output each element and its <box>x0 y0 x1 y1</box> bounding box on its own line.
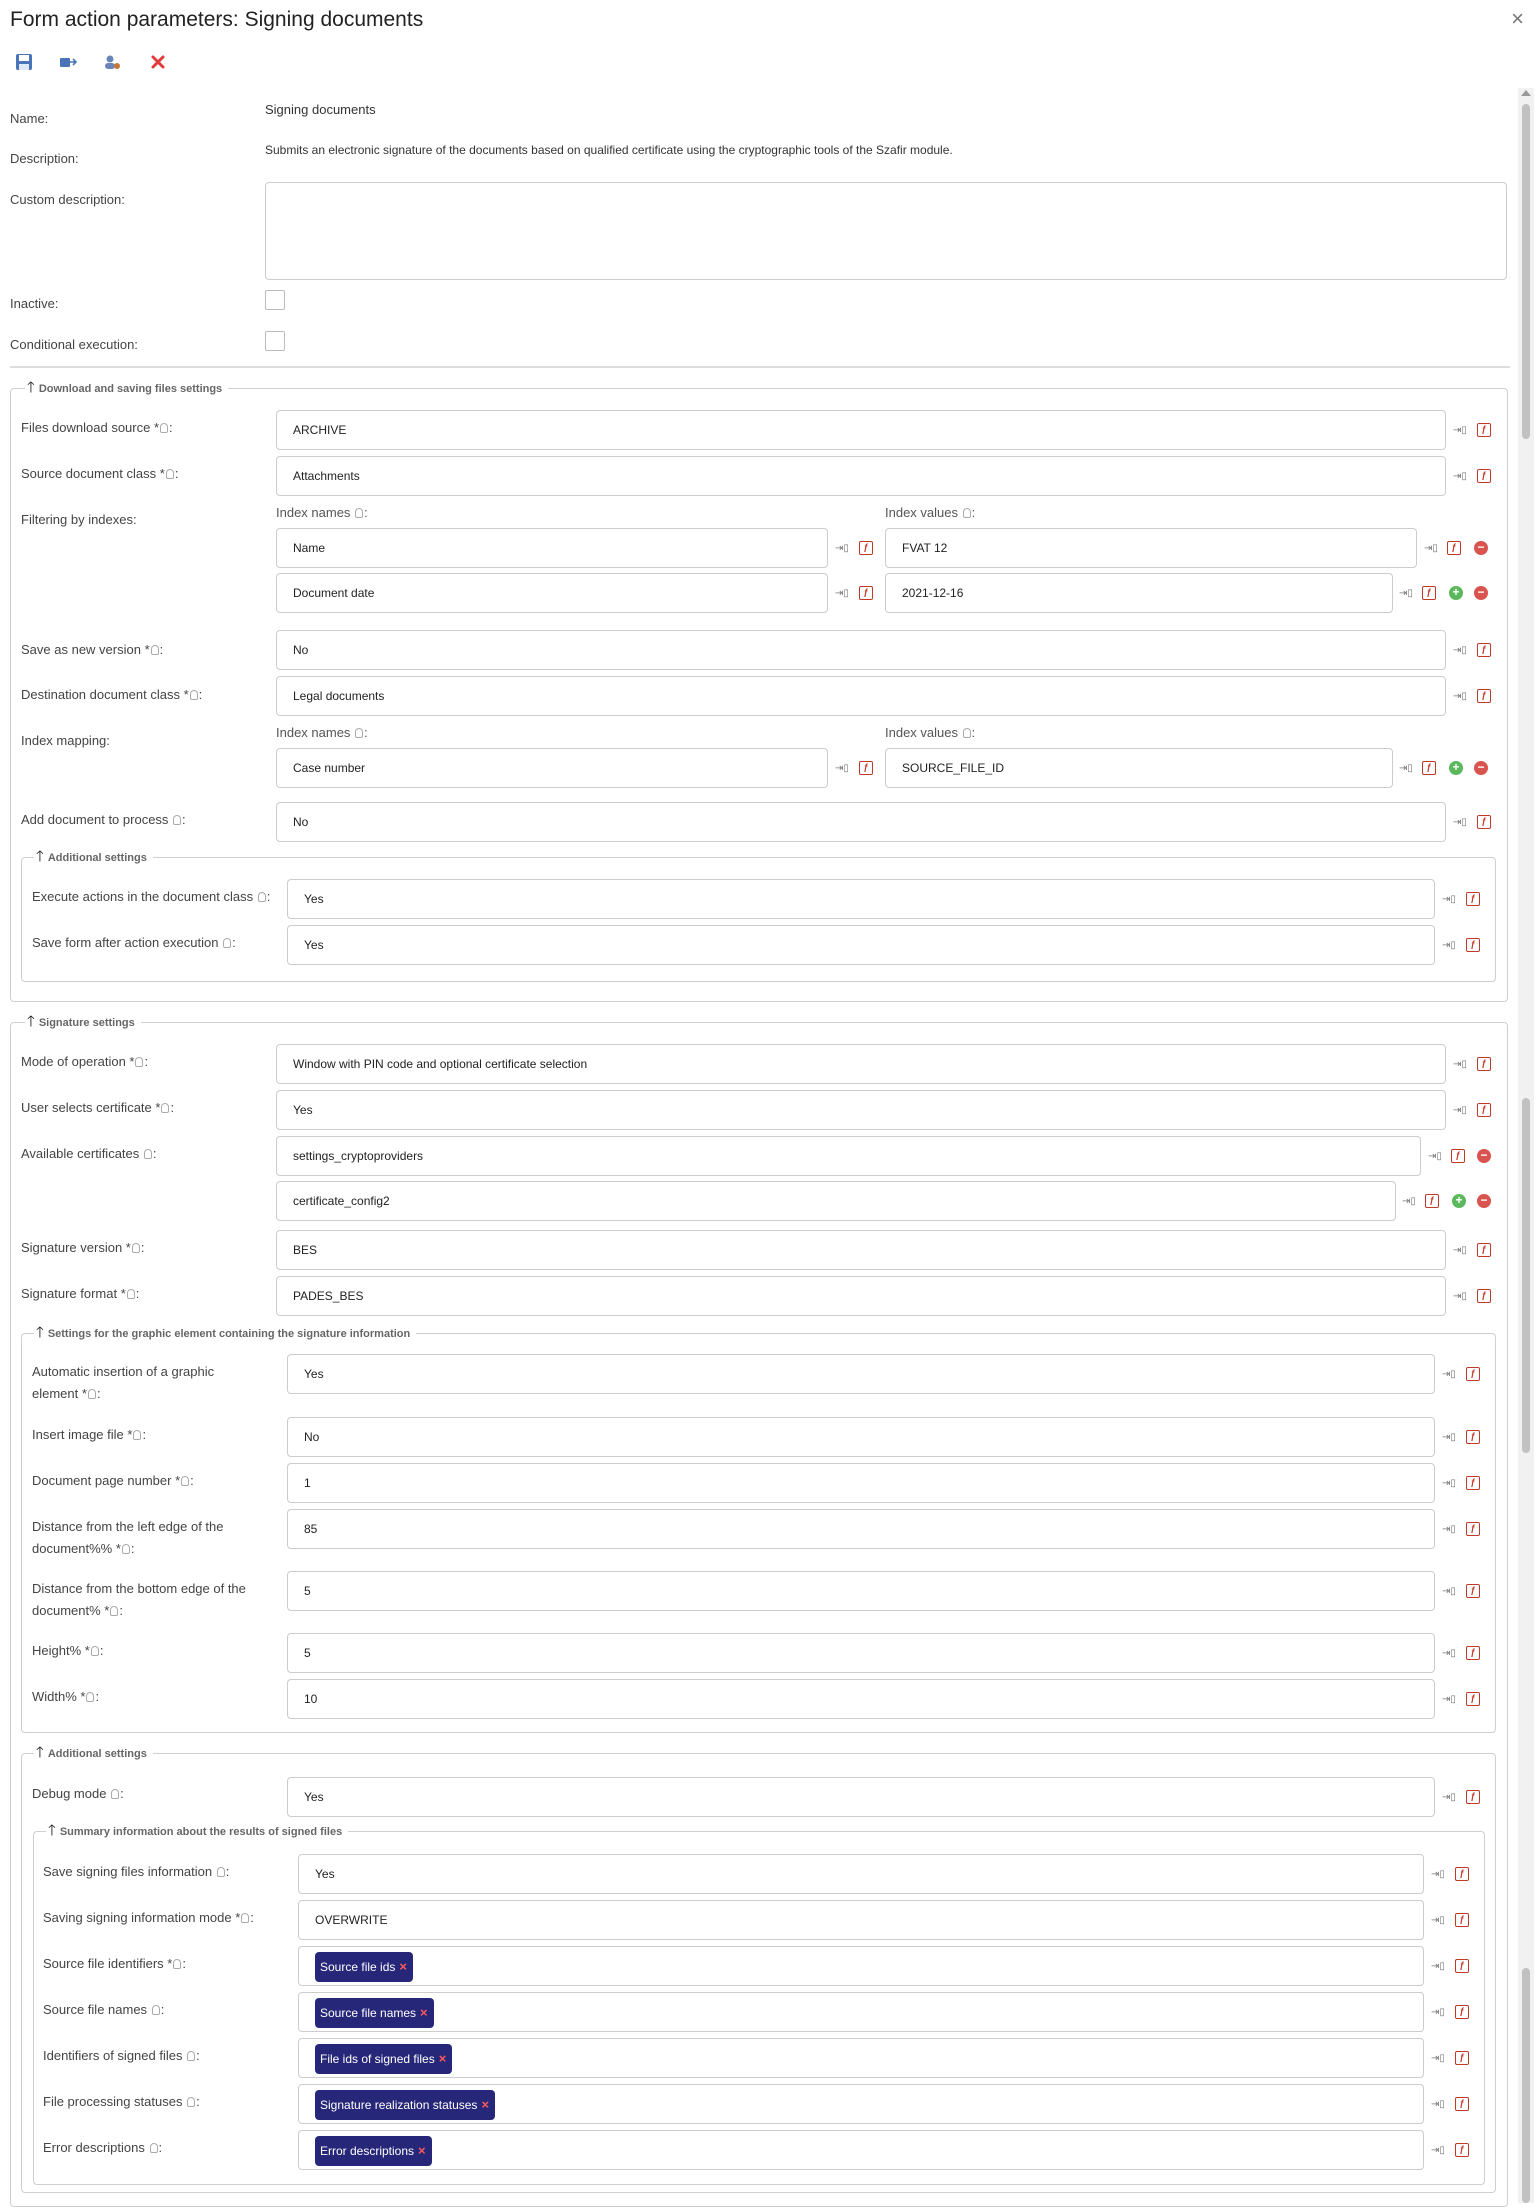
hint-icon <box>241 1913 249 1923</box>
hint-icon <box>223 938 231 948</box>
hint-icon <box>132 1243 140 1253</box>
filter-value-input[interactable]: 2021-12-16 <box>885 573 1393 613</box>
function-icon[interactable]: ƒ <box>1475 642 1493 658</box>
function-icon[interactable]: ƒ <box>1475 1288 1493 1304</box>
width-label: Width% * : <box>32 1689 100 1704</box>
index-names-label: Index names : <box>276 725 368 740</box>
debug-label: Debug mode : <box>32 1786 124 1801</box>
remove-row-icon[interactable]: − <box>1475 1148 1493 1164</box>
signature-format-input[interactable]: PADES_BES <box>276 1276 1446 1316</box>
variable-icon[interactable]: ⇥▯ <box>1431 1960 1445 1972</box>
variable-tag[interactable]: Source file names × <box>315 1998 434 2028</box>
inactive-label: Inactive: <box>10 296 59 311</box>
function-icon[interactable]: ƒ <box>1453 1912 1471 1928</box>
hint-icon <box>166 469 174 479</box>
function-icon[interactable]: ƒ <box>1475 1102 1493 1118</box>
debug-input[interactable]: Yes <box>287 1777 1435 1817</box>
name-label: Name: <box>10 111 49 126</box>
hint-icon <box>144 1149 152 1159</box>
mapping-name-input[interactable]: Case number <box>276 748 828 788</box>
hint-icon <box>127 1289 135 1299</box>
remove-tag-icon[interactable]: × <box>418 2143 426 2158</box>
mode-label: Mode of operation * : <box>21 1054 149 1069</box>
variable-icon[interactable]: ⇥▯ <box>835 542 849 554</box>
files-source-label: Files download source * : <box>21 420 173 435</box>
hint-icon <box>187 2097 195 2107</box>
info-mode-input[interactable]: OVERWRITE <box>298 1900 1424 1940</box>
hint-icon <box>355 508 363 518</box>
function-icon[interactable]: ƒ <box>1464 1645 1482 1661</box>
function-icon[interactable]: ƒ <box>1445 540 1463 556</box>
save-version-input[interactable]: No <box>276 630 1446 670</box>
signed-ids-input[interactable] <box>298 2038 1424 2078</box>
remove-row-icon[interactable]: − <box>1475 1193 1493 1209</box>
files-source-input[interactable]: ARCHIVE <box>276 410 1446 450</box>
function-icon[interactable]: ƒ <box>1464 1521 1482 1537</box>
collapse-arrow-icon[interactable]: 🡑 <box>27 379 35 396</box>
function-icon[interactable]: ƒ <box>1464 1429 1482 1445</box>
function-icon[interactable]: ƒ <box>1464 1789 1482 1805</box>
function-icon[interactable]: ƒ <box>1464 1583 1482 1599</box>
filtering-label: Filtering by indexes: <box>21 512 137 527</box>
height-label: Height% * : <box>32 1643 104 1658</box>
variable-icon[interactable]: ⇥▯ <box>1453 816 1467 828</box>
function-icon[interactable]: ƒ <box>1453 2050 1471 2066</box>
hint-icon <box>152 2005 160 2015</box>
exec-actions-label: Execute actions in the document class : <box>32 889 271 904</box>
remove-row-icon[interactable]: − <box>1472 585 1490 601</box>
save-version-label: Save as new version * : <box>21 642 164 657</box>
function-icon[interactable]: ƒ <box>1475 468 1493 484</box>
statuses-label: File processing statuses : <box>43 2094 200 2109</box>
variable-tag[interactable]: File ids of signed files × <box>315 2044 452 2074</box>
filter-name-input[interactable]: Document date <box>276 573 828 613</box>
hint-icon <box>160 423 168 433</box>
add-row-icon[interactable]: + <box>1447 585 1465 601</box>
src-names-input[interactable] <box>298 1992 1424 2032</box>
signature-version-label: Signature version * : <box>21 1240 145 1255</box>
hint-icon <box>181 1476 189 1486</box>
errors-label: Error descriptions : <box>43 2140 163 2155</box>
source-class-label: Source document class * : <box>21 466 179 481</box>
inactive-checkbox[interactable] <box>265 290 285 310</box>
variable-icon[interactable]: ⇥▯ <box>1442 1647 1456 1659</box>
users-settings-icon[interactable] <box>102 52 124 74</box>
save-form-input[interactable]: Yes <box>287 925 1435 965</box>
available-certs-label: Available certificates : <box>21 1146 157 1161</box>
collapse-arrow-icon[interactable]: 🡑 <box>36 848 44 865</box>
auto-insert-label: Automatic insertion of a graphic element * : <box>32 1364 215 1401</box>
hint-icon <box>135 1057 143 1067</box>
variable-icon[interactable]: ⇥▯ <box>1399 587 1413 599</box>
bottom-edge-label: Distance from the bottom edge of the document% * : <box>32 1581 246 1618</box>
variable-icon[interactable]: ⇥▯ <box>1431 1914 1445 1926</box>
variable-icon[interactable]: ⇥▯ <box>1431 2144 1445 2156</box>
add-row-icon[interactable]: + <box>1450 1193 1468 1209</box>
function-icon[interactable]: ƒ <box>1453 1866 1471 1882</box>
group-legend: Signature settings <box>38 1017 135 1029</box>
function-icon[interactable]: ƒ <box>1453 2096 1471 2112</box>
description-value: Submits an electronic signature of the documents based on qualified certificate using the cryptographic tools of the Szafir module. <box>265 143 953 157</box>
function-icon[interactable]: ƒ <box>1464 1691 1482 1707</box>
available-cert-input[interactable]: certificate_config2 <box>276 1181 1396 1221</box>
save-close-icon[interactable] <box>58 52 80 74</box>
src-ids-label: Source file identifiers * : <box>43 1956 186 1971</box>
hint-icon <box>151 645 159 655</box>
variable-icon[interactable]: ⇥▯ <box>1453 1058 1467 1070</box>
variable-icon[interactable]: ⇥▯ <box>1399 762 1413 774</box>
hint-icon <box>161 1103 169 1113</box>
name-value: Signing documents <box>265 102 376 117</box>
variable-icon[interactable]: ⇥▯ <box>1402 1195 1416 1207</box>
remove-row-icon[interactable]: − <box>1472 760 1490 776</box>
remove-tag-icon[interactable]: × <box>399 1959 407 1974</box>
add-row-icon[interactable]: + <box>1447 760 1465 776</box>
variable-icon[interactable]: ⇥▯ <box>1442 1585 1456 1597</box>
custom-description-textarea[interactable] <box>265 182 1507 280</box>
hint-icon <box>173 1959 181 1969</box>
function-icon[interactable]: ƒ <box>1464 937 1482 953</box>
bottom-edge-input[interactable]: 5 <box>287 1571 1435 1611</box>
variable-icon[interactable]: ⇥▯ <box>1453 1290 1467 1302</box>
variable-icon[interactable]: ⇥▯ <box>1442 1523 1456 1535</box>
hint-icon <box>88 1389 96 1399</box>
conditional-label: Conditional execution: <box>10 337 138 352</box>
group-legend: Settings for the graphic element containing the signature information <box>47 1328 411 1340</box>
save-info-label: Save signing files information : <box>43 1864 230 1879</box>
variable-icon[interactable]: ⇥▯ <box>1431 2006 1445 2018</box>
variable-icon[interactable]: ⇥▯ <box>1431 1868 1445 1880</box>
remove-row-icon[interactable]: − <box>1472 540 1490 556</box>
height-input[interactable]: 5 <box>287 1633 1435 1673</box>
variable-tag[interactable]: Source file ids × <box>315 1952 413 1982</box>
hint-icon <box>110 1606 118 1616</box>
variable-icon[interactable]: ⇥▯ <box>1424 542 1438 554</box>
variable-icon[interactable]: ⇥▯ <box>1431 2098 1445 2110</box>
function-icon[interactable]: ƒ <box>1475 814 1493 830</box>
user-selects-input[interactable]: Yes <box>276 1090 1446 1130</box>
variable-icon[interactable]: ⇥▯ <box>1442 893 1456 905</box>
function-icon[interactable]: ƒ <box>1420 585 1438 601</box>
hint-icon <box>963 508 971 518</box>
remove-tag-icon[interactable]: × <box>481 2097 490 2112</box>
variable-icon[interactable]: ⇥▯ <box>1442 1431 1456 1443</box>
left-edge-label: Distance from the left edge of the document%% * : <box>32 1519 224 1556</box>
variable-icon[interactable]: ⇥▯ <box>835 762 849 774</box>
hint-icon <box>173 815 181 825</box>
src-ids-input[interactable] <box>298 1946 1424 1986</box>
group-legend: Additional settings <box>47 1748 147 1760</box>
function-icon[interactable]: ƒ <box>1420 760 1438 776</box>
function-icon[interactable]: ƒ <box>1453 2142 1471 2158</box>
variable-icon[interactable]: ⇥▯ <box>1453 1244 1467 1256</box>
available-cert-input[interactable]: settings_cryptoproviders <box>276 1136 1421 1176</box>
add-process-input[interactable]: No <box>276 802 1446 842</box>
function-icon[interactable]: ƒ <box>857 540 875 556</box>
hint-icon <box>963 728 971 738</box>
cancel-icon[interactable] <box>148 52 170 74</box>
variable-tag[interactable]: Signature realization statuses × <box>315 2090 495 2120</box>
function-icon[interactable]: ƒ <box>1449 1148 1467 1164</box>
group-legend: Additional settings <box>47 852 147 864</box>
exec-actions-input[interactable]: Yes <box>287 879 1435 919</box>
variable-icon[interactable]: ⇥▯ <box>1442 1477 1456 1489</box>
add-process-label: Add document to process : <box>21 812 186 827</box>
src-names-label: Source file names : <box>43 2002 165 2017</box>
width-input[interactable]: 10 <box>287 1679 1435 1719</box>
hint-icon <box>217 1867 225 1877</box>
info-mode-label: Saving signing information mode * : <box>43 1910 254 1925</box>
function-icon[interactable]: ƒ <box>1475 688 1493 704</box>
save-info-input[interactable]: Yes <box>298 1854 1424 1894</box>
index-values-label: Index values : <box>885 505 976 520</box>
variable-icon[interactable]: ⇥▯ <box>1453 424 1467 436</box>
statuses-input[interactable] <box>298 2084 1424 2124</box>
mapping-label: Index mapping: <box>21 733 110 748</box>
collapse-arrow-icon[interactable]: 🡑 <box>48 1822 56 1839</box>
user-selects-label: User selects certificate * : <box>21 1100 175 1115</box>
function-icon[interactable]: ƒ <box>857 760 875 776</box>
function-icon[interactable]: ƒ <box>1475 422 1493 438</box>
filter-value-input[interactable]: FVAT 12 <box>885 528 1417 568</box>
function-icon[interactable]: ƒ <box>857 585 875 601</box>
group-legend: Summary information about the results of signed files <box>59 1826 343 1838</box>
errors-input[interactable] <box>298 2130 1424 2170</box>
save-form-label: Save form after action execution : <box>32 935 236 950</box>
custom-description-label: Custom description: <box>10 192 125 207</box>
variable-icon[interactable]: ⇥▯ <box>1431 2052 1445 2064</box>
collapse-arrow-icon[interactable]: 🡑 <box>36 1744 44 1761</box>
divider <box>10 366 1510 368</box>
variable-icon[interactable]: ⇥▯ <box>1453 470 1467 482</box>
function-icon[interactable]: ƒ <box>1464 1366 1482 1382</box>
variable-tag[interactable]: Error descriptions × <box>315 2136 432 2166</box>
remove-tag-icon[interactable]: × <box>438 2051 447 2066</box>
signature-format-label: Signature format * : <box>21 1286 140 1301</box>
function-icon[interactable]: ƒ <box>1464 891 1482 907</box>
image-file-label: Insert image file * : <box>32 1427 147 1442</box>
collapse-arrow-icon[interactable]: 🡑 <box>27 1013 35 1030</box>
hint-icon <box>91 1646 99 1656</box>
variable-icon[interactable]: ⇥▯ <box>1428 1150 1442 1162</box>
variable-icon[interactable]: ⇥▯ <box>1453 644 1467 656</box>
function-icon[interactable]: ƒ <box>1464 1475 1482 1491</box>
remove-tag-icon[interactable]: × <box>420 2005 428 2020</box>
hint-icon <box>190 690 198 700</box>
page-number-label: Document page number * : <box>32 1473 194 1488</box>
variable-icon[interactable]: ⇥▯ <box>1442 1791 1456 1803</box>
index-names-label: Index names : <box>276 505 368 520</box>
auto-insert-input[interactable]: Yes <box>287 1354 1435 1394</box>
conditional-checkbox[interactable] <box>265 331 285 351</box>
collapse-arrow-icon[interactable]: 🡑 <box>36 1324 44 1341</box>
function-icon[interactable]: ƒ <box>1423 1193 1441 1209</box>
index-values-label: Index values : <box>885 725 976 740</box>
hint-icon <box>187 2051 195 2061</box>
close-icon[interactable]: × <box>1511 6 1524 31</box>
hint-icon <box>122 1544 130 1554</box>
image-file-input[interactable]: No <box>287 1417 1435 1457</box>
function-icon[interactable]: ƒ <box>1475 1056 1493 1072</box>
filter-name-input[interactable]: Name <box>276 528 828 568</box>
dialog-title: Form action parameters: Signing documents <box>10 8 424 31</box>
signed-ids-label: Identifiers of signed files : <box>43 2048 200 2063</box>
group-legend: Download and saving files settings <box>38 383 223 395</box>
variable-icon[interactable]: ⇥▯ <box>1442 1368 1456 1380</box>
signature-version-input[interactable]: BES <box>276 1230 1446 1270</box>
source-class-input[interactable]: Attachments <box>276 456 1446 496</box>
dest-class-input[interactable]: Legal documents <box>276 676 1446 716</box>
hint-icon <box>86 1692 94 1702</box>
hint-icon <box>258 892 266 902</box>
description-label: Description: <box>10 151 79 166</box>
mapping-value-input[interactable]: SOURCE_FILE_ID <box>885 748 1393 788</box>
hint-icon <box>133 1430 141 1440</box>
function-icon[interactable]: ƒ <box>1475 1242 1493 1258</box>
function-icon[interactable]: ƒ <box>1453 2004 1471 2020</box>
variable-icon[interactable]: ⇥▯ <box>835 587 849 599</box>
mode-input[interactable]: Window with PIN code and optional certificate selection <box>276 1044 1446 1084</box>
left-edge-input[interactable]: 85 <box>287 1509 1435 1549</box>
save-icon[interactable] <box>14 52 36 74</box>
dest-class-label: Destination document class * : <box>21 687 203 702</box>
hint-icon <box>355 728 363 738</box>
function-icon[interactable]: ƒ <box>1453 1958 1471 1974</box>
variable-icon[interactable]: ⇥▯ <box>1453 1104 1467 1116</box>
variable-icon[interactable]: ⇥▯ <box>1442 1693 1456 1705</box>
variable-icon[interactable]: ⇥▯ <box>1442 939 1456 951</box>
scrollbar[interactable] <box>1518 88 1534 2203</box>
hint-icon <box>150 2143 158 2153</box>
page-number-input[interactable]: 1 <box>287 1463 1435 1503</box>
variable-icon[interactable]: ⇥▯ <box>1453 690 1467 702</box>
hint-icon <box>111 1789 119 1799</box>
